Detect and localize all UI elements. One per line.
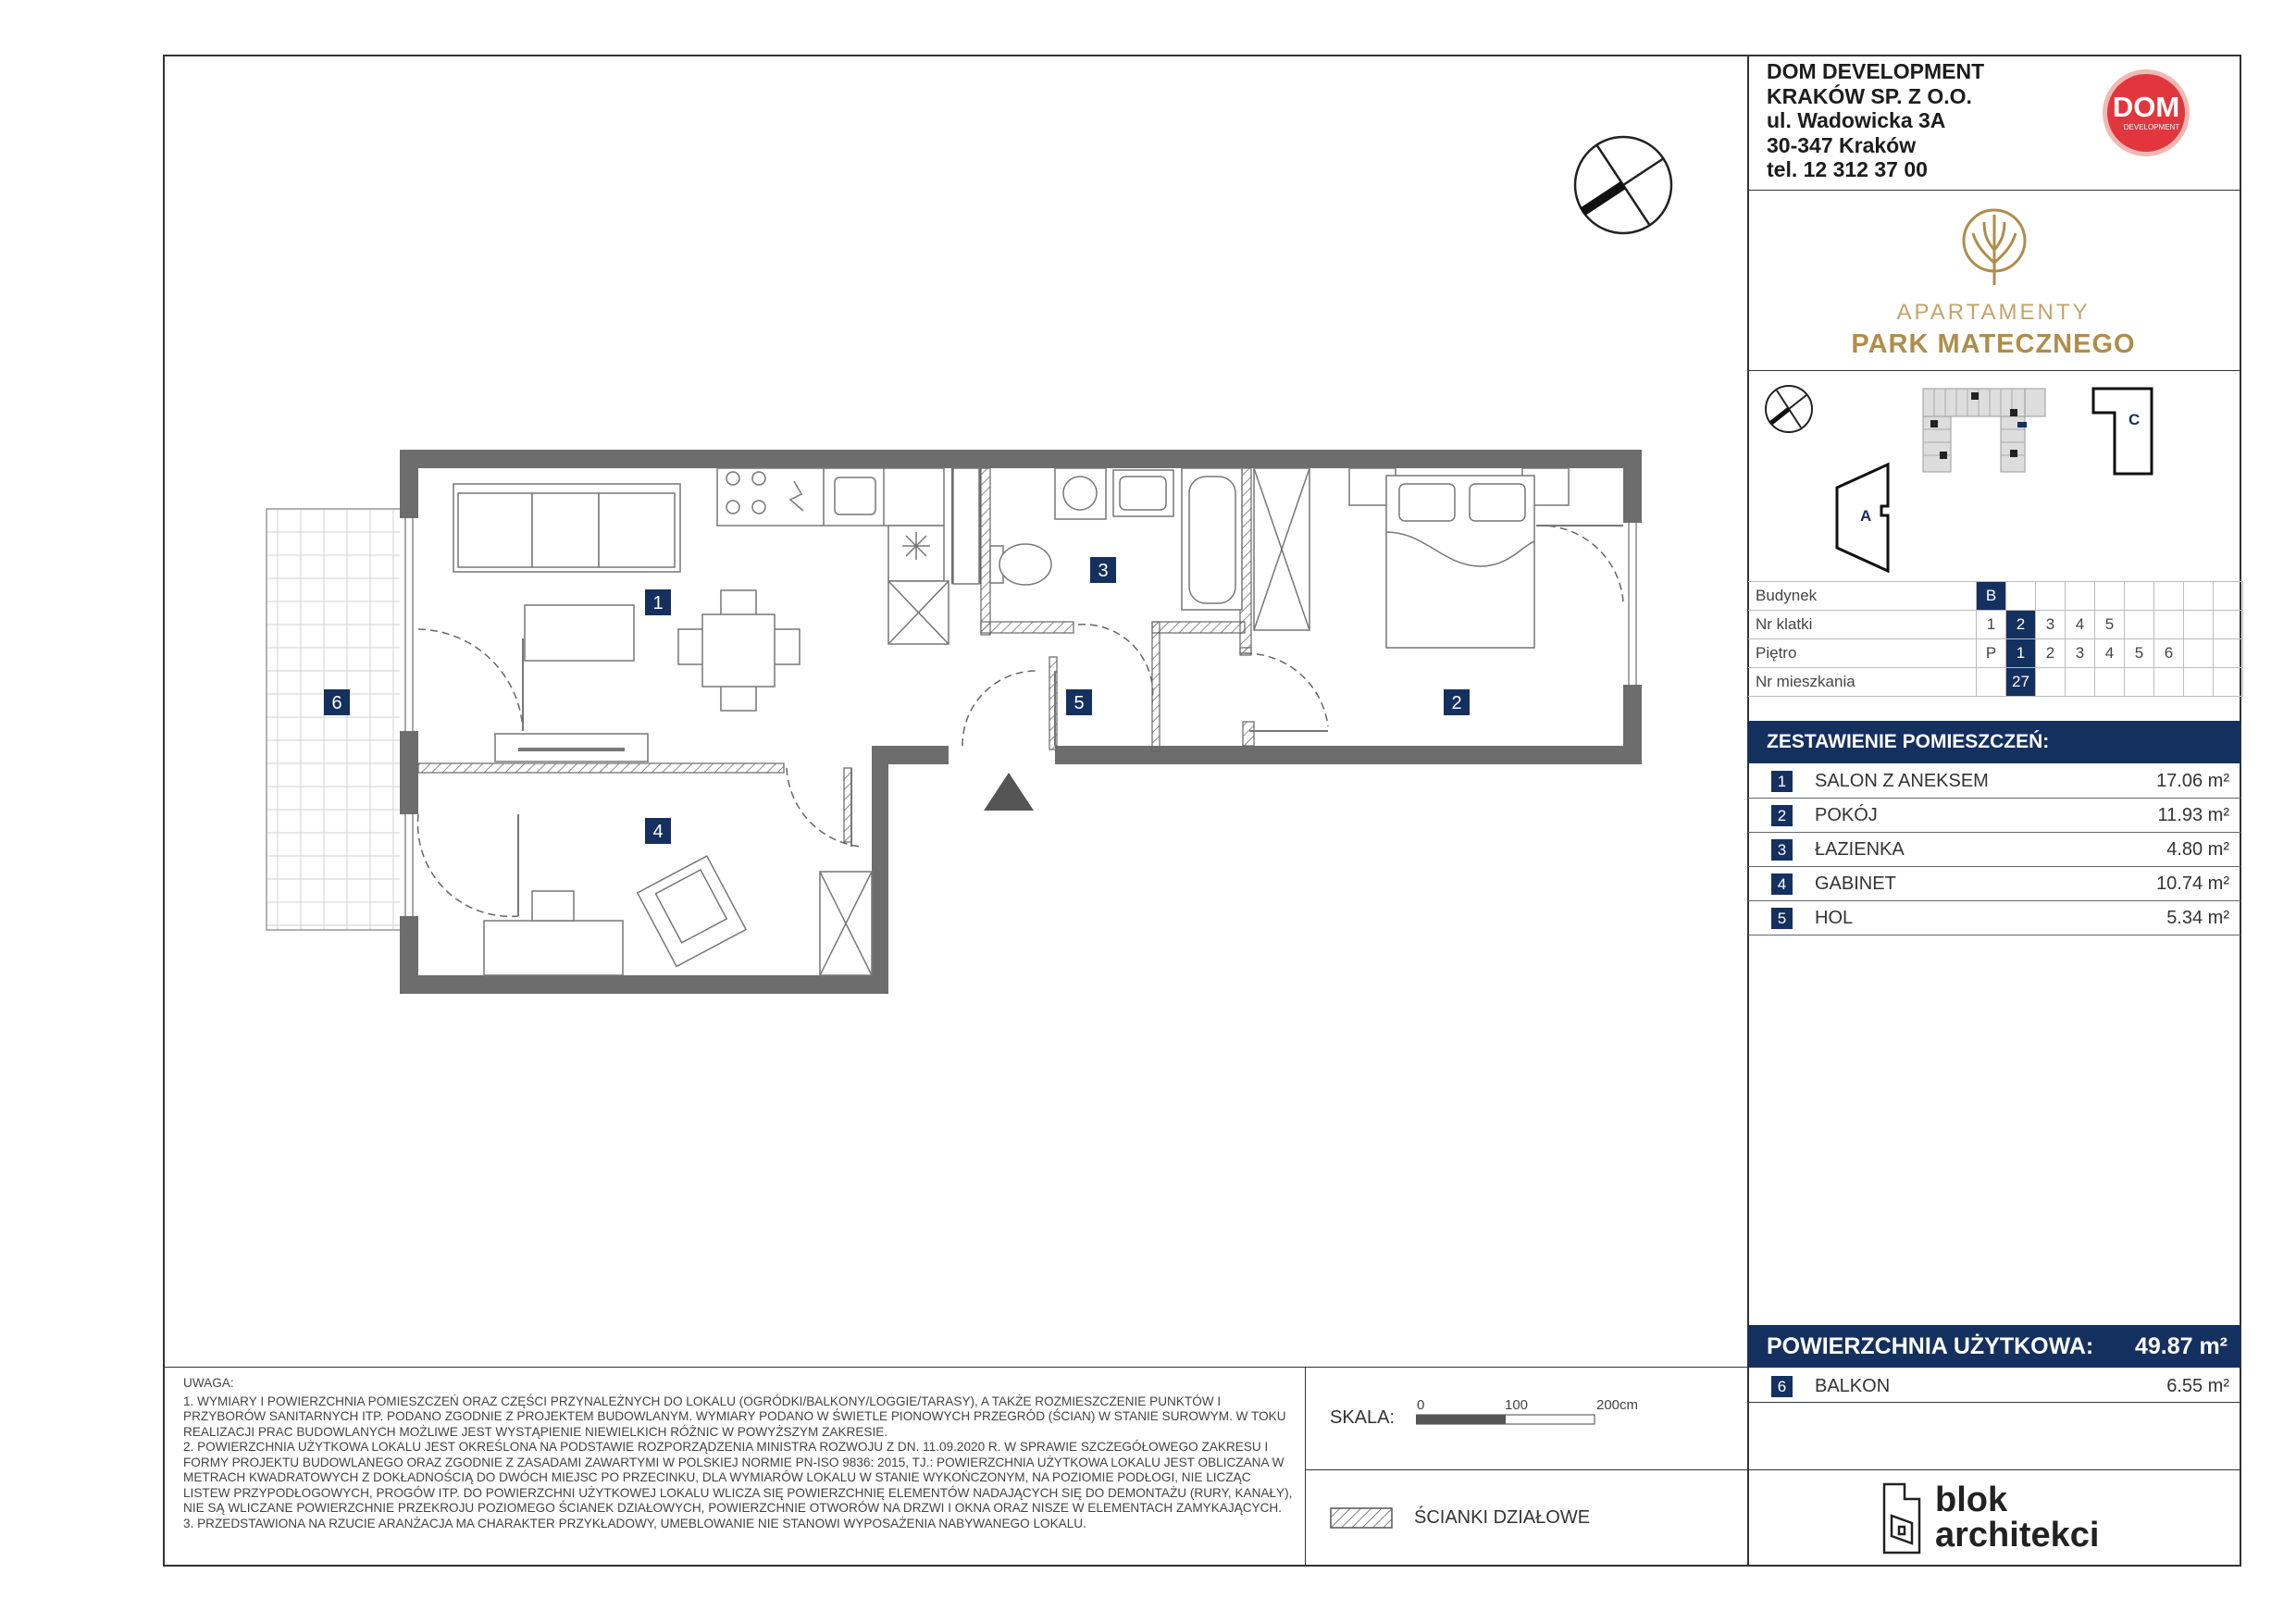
info-cell: 1 [1977, 611, 2006, 639]
company-line: ul. Wadowicka 3A [1767, 108, 1946, 132]
keyplan-compass-icon [1766, 386, 1812, 432]
dom-logo-text: DOM [2112, 91, 2180, 123]
notes [183, 1376, 1298, 1531]
scale-bar [1416, 1414, 1601, 1427]
info-cell-empty [2154, 611, 2184, 639]
room-row [1748, 764, 2240, 799]
room-name: BALKON [1815, 1376, 1891, 1396]
divider-brand [1747, 370, 2241, 371]
partition-wall-legend-icon [1330, 1507, 1395, 1530]
scale-tick: 0 [1417, 1397, 1425, 1413]
divider-notes [163, 1367, 1748, 1368]
room-name: HOL [1815, 908, 1854, 928]
room-name: ŁAZIENKA [1815, 839, 1905, 860]
room-row [1748, 901, 2240, 935]
company-line: KRAKÓW SP. Z O.O. [1767, 83, 1972, 108]
info-cell: B [1977, 582, 2006, 611]
company-address [1767, 59, 1984, 182]
room-number-badge: 6 [1771, 1376, 1793, 1397]
plan-label: 1 [652, 593, 664, 613]
bed [1349, 468, 1569, 648]
info-row-floor [1748, 639, 2243, 668]
brand-block [1748, 294, 2239, 360]
info-cell-empty [2006, 582, 2036, 611]
floor-plan [165, 56, 1645, 1028]
room-number-badge: 5 [1771, 908, 1793, 929]
info-cell: 3 [2036, 611, 2066, 639]
unit-info-table [1748, 581, 2243, 697]
scale-tick: 200cm [1596, 1397, 1639, 1413]
scale-label: SKALA: [1330, 1407, 1396, 1428]
brand-subtitle: APARTAMENTY [1896, 300, 2091, 325]
info-cell-empty [2066, 582, 2095, 611]
info-cell-empty [2214, 611, 2243, 639]
info-cell: P [1977, 639, 2006, 668]
keyplan-label-a: A [1860, 507, 1872, 525]
info-cell-empty [2036, 668, 2066, 697]
plan-label: 6 [331, 693, 342, 713]
note-item: 1. WYMIARY I POWIERZCHNIA POMIESZCZEŃ ORAZ CZĘŚCI PRZYNALEŻNYCH DO LOKALU (OGRÓDKI/BALKONY/LOGGIE/TARASY), A TAKŻE ROZMIESZCZENIE PUNKTÓW I PRZYBORÓW SANITARNYCH ITP. PODANO ZGODNIE Z PROJEKTEM BUDOWLANYM. WYMIARY PODANO W ŚWIETLE PIONOWYCH PRZEGRÓD (ŚCIAN) W STANIE SUROWYM. W TOKU REALIZACJI PRAC BUDOWLANYCH MOŻLIWE JEST WYSTĄPIENIE NIEWIELKICH RÓŻNIC W POWYŻSZYM ZAKRESIE. [183, 1394, 1286, 1439]
note-item: 2. POWIERZCHNIA UŻYTKOWA LOKALU JEST OKREŚLONA NA PODSTAWIE ROZPORZĄDZENIA MINISTRA ROZWOJU Z DN. 11.09.2020 R. W SPRAWIE SZCZEGÓŁOWEGO ZAKRESU I FORMY PROJEKTU BUDOWLANEGO ORAZ ZGODNIE Z ZASADAMI ZAWARTYMI W POLSKIEJ NORMIE PN-ISO 9836: 2015, TJ.: POWIERZCHNIA UŻYTKOWA LOKALU JEST OBLICZANA W METRACH KWADRATOWYCH Z DOKŁADNOŚCIĄ DO DWÓCH MIEJSC PO PRZECINKU, DLA WYMIARÓW LOKALU W STANIE WYKOŃCZONYM, NA POZIOMIE PODŁOGI, NIE LICZĄC LISTEW PRZYPODŁOGOWYCH, PROGÓW ITP. DO POWIERZCHNI UŻYTKOWEJ LOKALU WLICZA SIĘ POWIERZCHNIĘ ELEMENTÓW NADAJĄCYCH SIĘ DO DEMONTAŻU (RURY, KANAŁY), NIE SĄ WLICZANE POWIERZCHNIE PRZEKROJU POZIOMEGO ŚCIANEK DZIAŁOWYCH, POWIERZCHNIE OTWORÓW NA DRZWI I OKNA ORAZ NISZE W ELEMENTACH ZAMYKAJĄCYCH. [183, 1440, 1293, 1515]
architect-line: architekci [1935, 1516, 2100, 1555]
key-plan [1749, 372, 2240, 580]
info-cell-empty [2214, 639, 2243, 668]
room-area: 11.93 m² [2157, 805, 2229, 825]
info-row-building [1748, 582, 2243, 611]
bathroom-fixtures [990, 468, 1309, 630]
info-cell-empty [2214, 582, 2243, 611]
rooms-heading: ZESTAWIENIE POMIESZCZEŃ: [1748, 721, 2240, 763]
info-cell-empty [2154, 582, 2184, 611]
total-value: 49.87 m² [2134, 1333, 2228, 1359]
architect-name [1935, 1482, 2099, 1553]
study-furniture [484, 856, 872, 975]
room-row [1748, 799, 2240, 833]
plan-label: 4 [652, 822, 664, 842]
info-label: Nr mieszkania [1748, 668, 1977, 697]
info-cell: 2 [2036, 639, 2066, 668]
info-cell: 27 [2006, 668, 2036, 697]
sofa [453, 484, 680, 572]
note-item: 3. PRZEDSTAWIONA NA RZUCIE ARANŻACJA MA CHARAKTER PRZYKŁADOWY, UMEBLOWANIE NIE STANOWI WYPOSAŻENIA NABYWANEGO LOKALU. [183, 1516, 1086, 1530]
info-cell: 4 [2066, 611, 2095, 639]
company-line: 30-347 Kraków [1767, 132, 1917, 157]
info-cell: 1 [2006, 639, 2036, 668]
keyplan-building-b [1923, 389, 2045, 472]
tree-logo-icon [1956, 207, 2032, 287]
room-area: 4.80 m² [2166, 839, 2229, 860]
divider-company [1747, 190, 2241, 191]
info-row-unit [1748, 668, 2243, 697]
plan-label: 3 [1098, 561, 1109, 581]
room-area: 6.55 m² [2166, 1376, 2229, 1396]
room-number-badge: 4 [1771, 873, 1793, 895]
info-label: Piętro [1748, 639, 1977, 668]
info-cell-empty [2184, 668, 2214, 697]
balcony-area [267, 509, 401, 930]
info-label: Budynek [1748, 582, 1977, 611]
info-cell [1977, 668, 2006, 697]
info-cell-empty [2184, 611, 2214, 639]
info-row-staircase [1748, 611, 2243, 639]
info-cell: 5 [2125, 639, 2154, 668]
room-number-badge: 3 [1771, 839, 1793, 861]
room-number-badge: 1 [1771, 771, 1793, 792]
info-cell: 4 [2095, 639, 2125, 668]
info-cell-empty [2214, 668, 2243, 697]
dom-development-logo [2087, 67, 2205, 159]
blok-architekci-logo-icon [1879, 1479, 1925, 1558]
info-cell-empty [2154, 668, 2184, 697]
room-row [1748, 833, 2240, 867]
plan-label: 5 [1074, 693, 1085, 713]
room-area: 17.06 m² [2156, 771, 2229, 791]
info-cell-empty [2095, 668, 2125, 697]
info-cell-empty [2066, 668, 2095, 697]
scale-tick: 100 [1505, 1397, 1529, 1413]
room-name: POKÓJ [1815, 805, 1878, 825]
room-row [1748, 867, 2240, 901]
total-label: POWIERZCHNIA UŻYTKOWA: [1767, 1333, 2094, 1359]
brand-title: PARK MATECZNEGO [1851, 329, 2136, 359]
notes-title: UWAGA: [183, 1376, 234, 1390]
info-cell: 3 [2066, 639, 2095, 668]
info-cell: 6 [2154, 639, 2184, 668]
info-label: Nr klatki [1748, 611, 1977, 639]
info-cell-empty [2036, 582, 2066, 611]
divider-architect [1747, 1469, 2241, 1470]
room-name: GABINET [1815, 873, 1896, 894]
info-cell-empty [2095, 582, 2125, 611]
keyplan-label-c: C [2128, 411, 2141, 428]
keyplan-building-c [2093, 389, 2152, 474]
info-cell-empty [2125, 611, 2154, 639]
balcony-row [1748, 1369, 2240, 1403]
coffee-table [525, 605, 634, 661]
dining-set [678, 590, 800, 711]
company-line: DOM DEVELOPMENT [1767, 59, 1985, 83]
info-cell: 2 [2006, 611, 2036, 639]
info-cell: 5 [2095, 611, 2125, 639]
architect-line: blok [1935, 1481, 2008, 1519]
room-name: SALON Z ANEKSEM [1815, 771, 1989, 791]
legend-label: ŚCIANKI DZIAŁOWE [1414, 1507, 1591, 1528]
room-area: 5.34 m² [2166, 908, 2229, 928]
company-line: tel. 12 312 37 00 [1767, 157, 1928, 181]
room-area: 10.74 m² [2156, 873, 2229, 894]
info-cell-empty [2125, 582, 2154, 611]
usable-area-total [1748, 1325, 2240, 1368]
dom-logo-subtext: DEVELOPMENT [2123, 123, 2180, 131]
info-cell-empty [2184, 582, 2214, 611]
info-cell-empty [2125, 668, 2154, 697]
room-number-badge: 2 [1771, 805, 1793, 826]
plan-label: 2 [1451, 693, 1462, 713]
divider-legend [1305, 1469, 1747, 1470]
entrance-arrow-icon [984, 773, 1034, 811]
info-cell-empty [2184, 639, 2214, 668]
divider-scale [1305, 1367, 1306, 1567]
